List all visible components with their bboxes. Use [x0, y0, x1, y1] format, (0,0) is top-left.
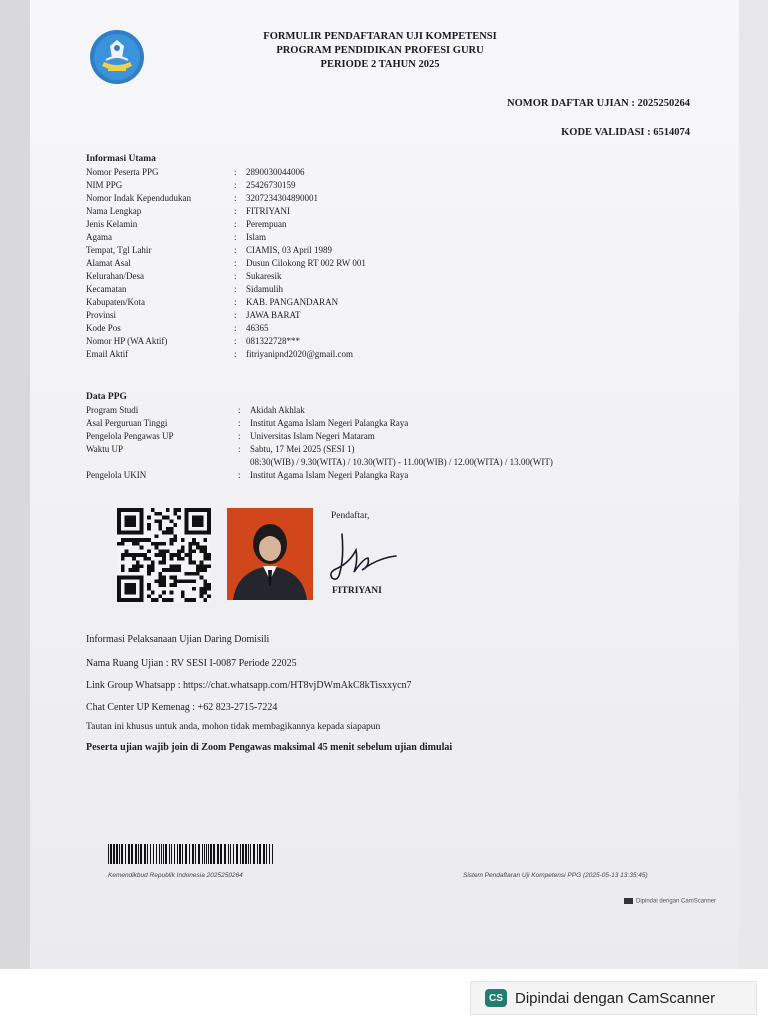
field-value: Institut Agama Islam Negeri Palangka Raya — [250, 418, 409, 428]
field-value: JAWA BARAT — [246, 310, 301, 320]
document-page — [30, 0, 739, 969]
field-label: Nomor Peserta PPG — [86, 167, 159, 177]
header-line-2: PROGRAM PENDIDIKAN PROFESI GURU — [276, 45, 484, 56]
field-value: Perempuan — [246, 219, 287, 229]
footer-camscanner-small — [624, 898, 716, 905]
field-value: FITRIYANI — [246, 206, 290, 216]
field-value: 081322728*** — [246, 336, 300, 346]
camscanner-mini-icon — [624, 898, 633, 904]
kemendikbud-logo-icon — [88, 28, 146, 86]
field-value: KAB. PANGANDARAN — [246, 297, 339, 307]
footer-camscanner-text: Dipindai dengan CamScanner — [636, 898, 717, 905]
field-value: Akidah Akhlak — [250, 405, 305, 415]
field-label: Nomor HP (WA Aktif) — [86, 336, 168, 346]
field-label: Kode Pos — [86, 323, 121, 333]
nama-ruang-ujian: Nama Ruang Ujian : RV SESI I-0087 Periode 22025 — [86, 658, 297, 669]
field-label: Kecamatan — [86, 284, 127, 294]
field-label: Kabupaten/Kota — [86, 297, 145, 307]
field-label: Program Studi — [86, 405, 139, 415]
qr-code-icon — [116, 508, 212, 602]
field-label: Pengelola UKIN — [86, 470, 147, 480]
field-value: CIAMIS, 03 April 1989 — [246, 245, 333, 255]
field-value: Sabtu, 17 Mei 2025 (SESI 1) — [250, 444, 355, 454]
profile-photo — [227, 508, 313, 600]
field-label: Agama — [86, 232, 112, 242]
scan-right-margin — [739, 0, 768, 969]
chat-center-number: Chat Center UP Kemenag : +62 823-2715-7224 — [86, 702, 278, 713]
field-value: Universitas Islam Negeri Mataram — [250, 431, 375, 441]
nomor-daftar-ujian: NOMOR DAFTAR UJIAN : 2025250264 — [507, 98, 690, 109]
camscanner-label: Dipindai dengan CamScanner — [515, 989, 716, 1007]
header-line-3: PERIODE 2 TAHUN 2025 — [320, 59, 440, 70]
field-value: Sukaresik — [246, 271, 282, 281]
field-label: Jenis Kelamin — [86, 219, 138, 229]
field-label: Nomor Indak Kependudukan — [86, 193, 191, 203]
camscanner-badge — [470, 981, 757, 1015]
field-label: Alamat Asal — [86, 258, 131, 268]
field-value: Institut Agama Islam Negeri Palangka Raya — [250, 470, 409, 480]
whatsapp-group-link[interactable]: Link Group Whatsapp : https://chat.whatsapp.com/HT8vjDWmAkC8kTisxxycn7 — [86, 680, 412, 691]
field-value: 08:30(WIB) / 9.30(WITA) / 10.30(WIT) - 11.00(WIB) / 12.00(WITA) / 13.00(WIT) — [250, 457, 553, 467]
field-label: Tempat, Tgl Lahir — [86, 245, 152, 255]
field-label: Pengelola Pengawas UP — [86, 431, 174, 441]
field-value: fitriyanipnd2020@gmail.com — [246, 349, 354, 359]
pendaftar-label: Pendaftar, — [331, 511, 370, 521]
field-label: Email Aktif — [86, 349, 129, 359]
signature-image — [330, 528, 400, 586]
field-value: 25426730159 — [246, 180, 296, 190]
scan-left-margin — [0, 0, 30, 969]
field-label: Nama Lengkap — [86, 206, 142, 216]
field-value: 2890030044006 — [246, 167, 305, 177]
field-value: Islam — [246, 232, 266, 242]
kode-validasi: KODE VALIDASI : 6514074 — [561, 127, 690, 138]
header-line-1: FORMULIR PENDAFTARAN UJI KOMPETENSI — [263, 31, 497, 42]
pelaksanaan-title: Informasi Pelaksanaan Ujian Daring Domisili — [86, 634, 270, 645]
data-ppg-title: Data PPG — [86, 392, 127, 402]
field-label: Waktu UP — [86, 444, 124, 454]
field-label: NIM PPG — [86, 180, 123, 190]
signature-name: FITRIYANI — [332, 586, 382, 596]
field-label: Asal Perguruan Tinggi — [86, 418, 168, 428]
informasi-utama-title: Informasi Utama — [86, 154, 156, 164]
camscanner-icon: CS — [485, 989, 507, 1007]
zoom-warning: Peserta ujian wajib join di Zoom Pengawas maksimal 45 menit sebelum ujian dimulai — [86, 742, 453, 753]
field-label: Provinsi — [86, 310, 117, 320]
barcode-icon — [108, 844, 274, 864]
field-value: Dusun Cilokong RT 002 RW 001 — [246, 258, 366, 268]
field-label: Kelurahan/Desa — [86, 271, 144, 281]
field-value: Sidamulih — [246, 284, 284, 294]
tautan-note: Tautan ini khusus untuk anda, mohon tidak membagikannya kepada siapapun — [86, 722, 381, 732]
field-value: 46365 — [246, 323, 269, 333]
field-value: 3207234304890001 — [246, 193, 318, 203]
footer-right: Sistem Pendaftaran Uji Kompetensi PPG (2025-05-13 13:35:45) — [463, 872, 648, 879]
footer-left: Kemendikbud Republik Indonesia 2025250264 — [108, 872, 243, 879]
document-header — [230, 30, 530, 72]
